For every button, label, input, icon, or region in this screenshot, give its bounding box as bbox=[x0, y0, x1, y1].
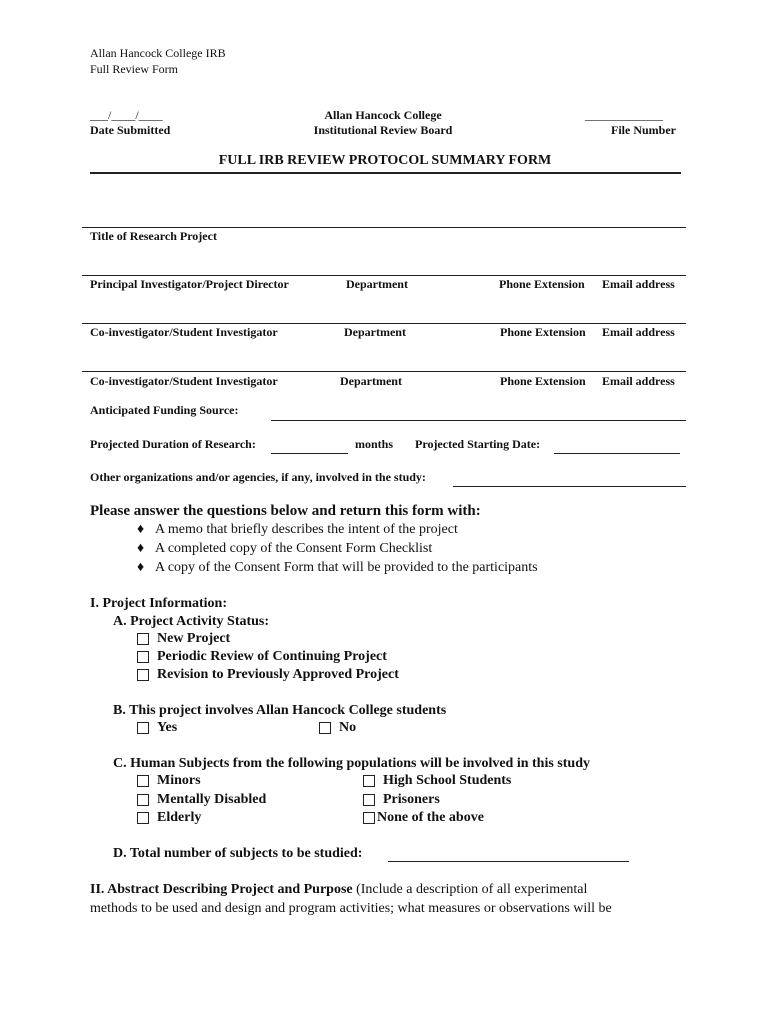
section1a-heading: A. Project Activity Status: bbox=[113, 614, 270, 629]
section2-heading: II. Abstract Describing Project and Purpose bbox=[90, 882, 353, 897]
funding-source-line[interactable] bbox=[271, 420, 686, 421]
file-number-blank[interactable]: _____________ bbox=[585, 108, 663, 122]
instruction-item bbox=[137, 541, 432, 557]
section1d-heading: D. Total number of subjects to be studied: bbox=[113, 846, 363, 861]
months-label: months bbox=[355, 437, 394, 451]
checkbox-high-school-students[interactable] bbox=[363, 773, 511, 789]
checkbox-icon[interactable] bbox=[137, 775, 149, 787]
college-name: Allan Hancock College bbox=[324, 108, 442, 122]
other-orgs-label: Other organizations and/or agencies, if any, involved in the study: bbox=[90, 470, 426, 484]
checkbox-icon[interactable] bbox=[137, 669, 149, 681]
coinv1-label: Co-investigator/Student Investigator bbox=[90, 325, 278, 339]
pi-email-label: Email address bbox=[602, 277, 675, 291]
instruction-item bbox=[137, 560, 538, 576]
section2-line1 bbox=[90, 882, 587, 898]
checkbox-prisoners[interactable] bbox=[363, 792, 440, 808]
coinv1-phone-label: Phone Extension bbox=[500, 325, 586, 339]
other-orgs-line[interactable] bbox=[453, 486, 686, 487]
option-label: High School Students bbox=[383, 773, 512, 788]
checkbox-icon[interactable] bbox=[137, 722, 149, 734]
title-underline bbox=[90, 172, 681, 174]
option-label: Elderly bbox=[157, 810, 202, 825]
pi-phone-label: Phone Extension bbox=[499, 277, 585, 291]
coinv2-email-label: Email address bbox=[602, 374, 675, 388]
form-line: Full Review Form bbox=[90, 62, 179, 76]
section2-text1: (Include a description of all experimental bbox=[352, 882, 588, 897]
pi-field-line[interactable] bbox=[82, 275, 686, 276]
checkbox-icon[interactable] bbox=[363, 794, 375, 806]
duration-label: Projected Duration of Research: bbox=[90, 437, 256, 451]
duration-line[interactable] bbox=[271, 453, 348, 454]
checkbox-no[interactable] bbox=[319, 720, 356, 736]
irb-name: Institutional Review Board bbox=[313, 123, 453, 137]
funding-source-label: Anticipated Funding Source: bbox=[90, 403, 239, 417]
instruction-text: A copy of the Consent Form that will be provided to the participants bbox=[155, 560, 538, 575]
checkbox-elderly[interactable] bbox=[137, 810, 201, 826]
file-number-label: File Number bbox=[611, 123, 676, 137]
bullet-icon: ♦ bbox=[137, 522, 145, 537]
option-label: Yes bbox=[157, 720, 178, 735]
option-label: New Project bbox=[157, 631, 231, 646]
instruction-item bbox=[137, 522, 458, 538]
bullet-icon: ♦ bbox=[137, 541, 145, 556]
form-title: FULL IRB REVIEW PROTOCOL SUMMARY FORM bbox=[218, 153, 552, 168]
total-subjects-line[interactable] bbox=[388, 861, 629, 862]
coinv2-department-label: Department bbox=[340, 374, 402, 388]
checkbox-yes[interactable] bbox=[137, 720, 177, 736]
instructions-heading: Please answer the questions below and return this form with: bbox=[90, 503, 481, 519]
pi-department-label: Department bbox=[346, 277, 408, 291]
checkbox-icon[interactable] bbox=[137, 651, 149, 663]
start-date-line[interactable] bbox=[554, 453, 680, 454]
checkbox-mentally-disabled[interactable] bbox=[137, 792, 266, 808]
option-label: Minors bbox=[157, 773, 201, 788]
section1-heading: I. Project Information: bbox=[90, 596, 227, 611]
checkbox-icon[interactable] bbox=[137, 812, 149, 824]
coinv2-label: Co-investigator/Student Investigator bbox=[90, 374, 278, 388]
coinv2-field-line[interactable] bbox=[82, 371, 686, 372]
coinv1-field-line[interactable] bbox=[82, 323, 686, 324]
coinv1-email-label: Email address bbox=[602, 325, 675, 339]
checkbox-revision[interactable] bbox=[137, 667, 399, 683]
checkbox-icon[interactable] bbox=[363, 812, 375, 824]
checkbox-new-project[interactable] bbox=[137, 631, 230, 647]
section1b-heading: B. This project involves Allan Hancock College students bbox=[113, 703, 447, 718]
section2-text2: methods to be used and design and program activities; what measures or observations will be bbox=[90, 901, 612, 916]
option-label: Revision to Previously Approved Project bbox=[157, 667, 399, 682]
coinv2-phone-label: Phone Extension bbox=[500, 374, 586, 388]
org-line: Allan Hancock College IRB bbox=[90, 46, 226, 60]
option-label: No bbox=[339, 720, 357, 735]
checkbox-none-of-the-above[interactable] bbox=[363, 810, 484, 826]
bullet-icon: ♦ bbox=[137, 560, 145, 575]
option-label: Mentally Disabled bbox=[157, 792, 267, 807]
checkbox-icon[interactable] bbox=[137, 633, 149, 645]
start-date-label: Projected Starting Date: bbox=[415, 437, 541, 451]
checkbox-icon[interactable] bbox=[137, 794, 149, 806]
option-label: Prisoners bbox=[383, 792, 440, 807]
title-field-line[interactable] bbox=[82, 227, 686, 228]
date-submitted-blank[interactable]: ___/____/____ bbox=[90, 108, 163, 122]
checkbox-minors[interactable] bbox=[137, 773, 201, 789]
checkbox-icon[interactable] bbox=[319, 722, 331, 734]
instruction-text: A memo that briefly describes the intent of the project bbox=[155, 522, 458, 537]
option-label: Periodic Review of Continuing Project bbox=[157, 649, 387, 664]
option-label: None of the above bbox=[377, 810, 484, 825]
pi-label: Principal Investigator/Project Director bbox=[90, 277, 289, 291]
instruction-text: A completed copy of the Consent Form Checklist bbox=[155, 541, 433, 556]
title-of-research-label: Title of Research Project bbox=[90, 229, 217, 243]
checkbox-icon[interactable] bbox=[363, 775, 375, 787]
checkbox-periodic-review[interactable] bbox=[137, 649, 387, 665]
date-submitted-label: Date Submitted bbox=[90, 123, 171, 137]
section1c-heading: C. Human Subjects from the following populations will be involved in this study bbox=[113, 756, 590, 771]
coinv1-department-label: Department bbox=[344, 325, 406, 339]
